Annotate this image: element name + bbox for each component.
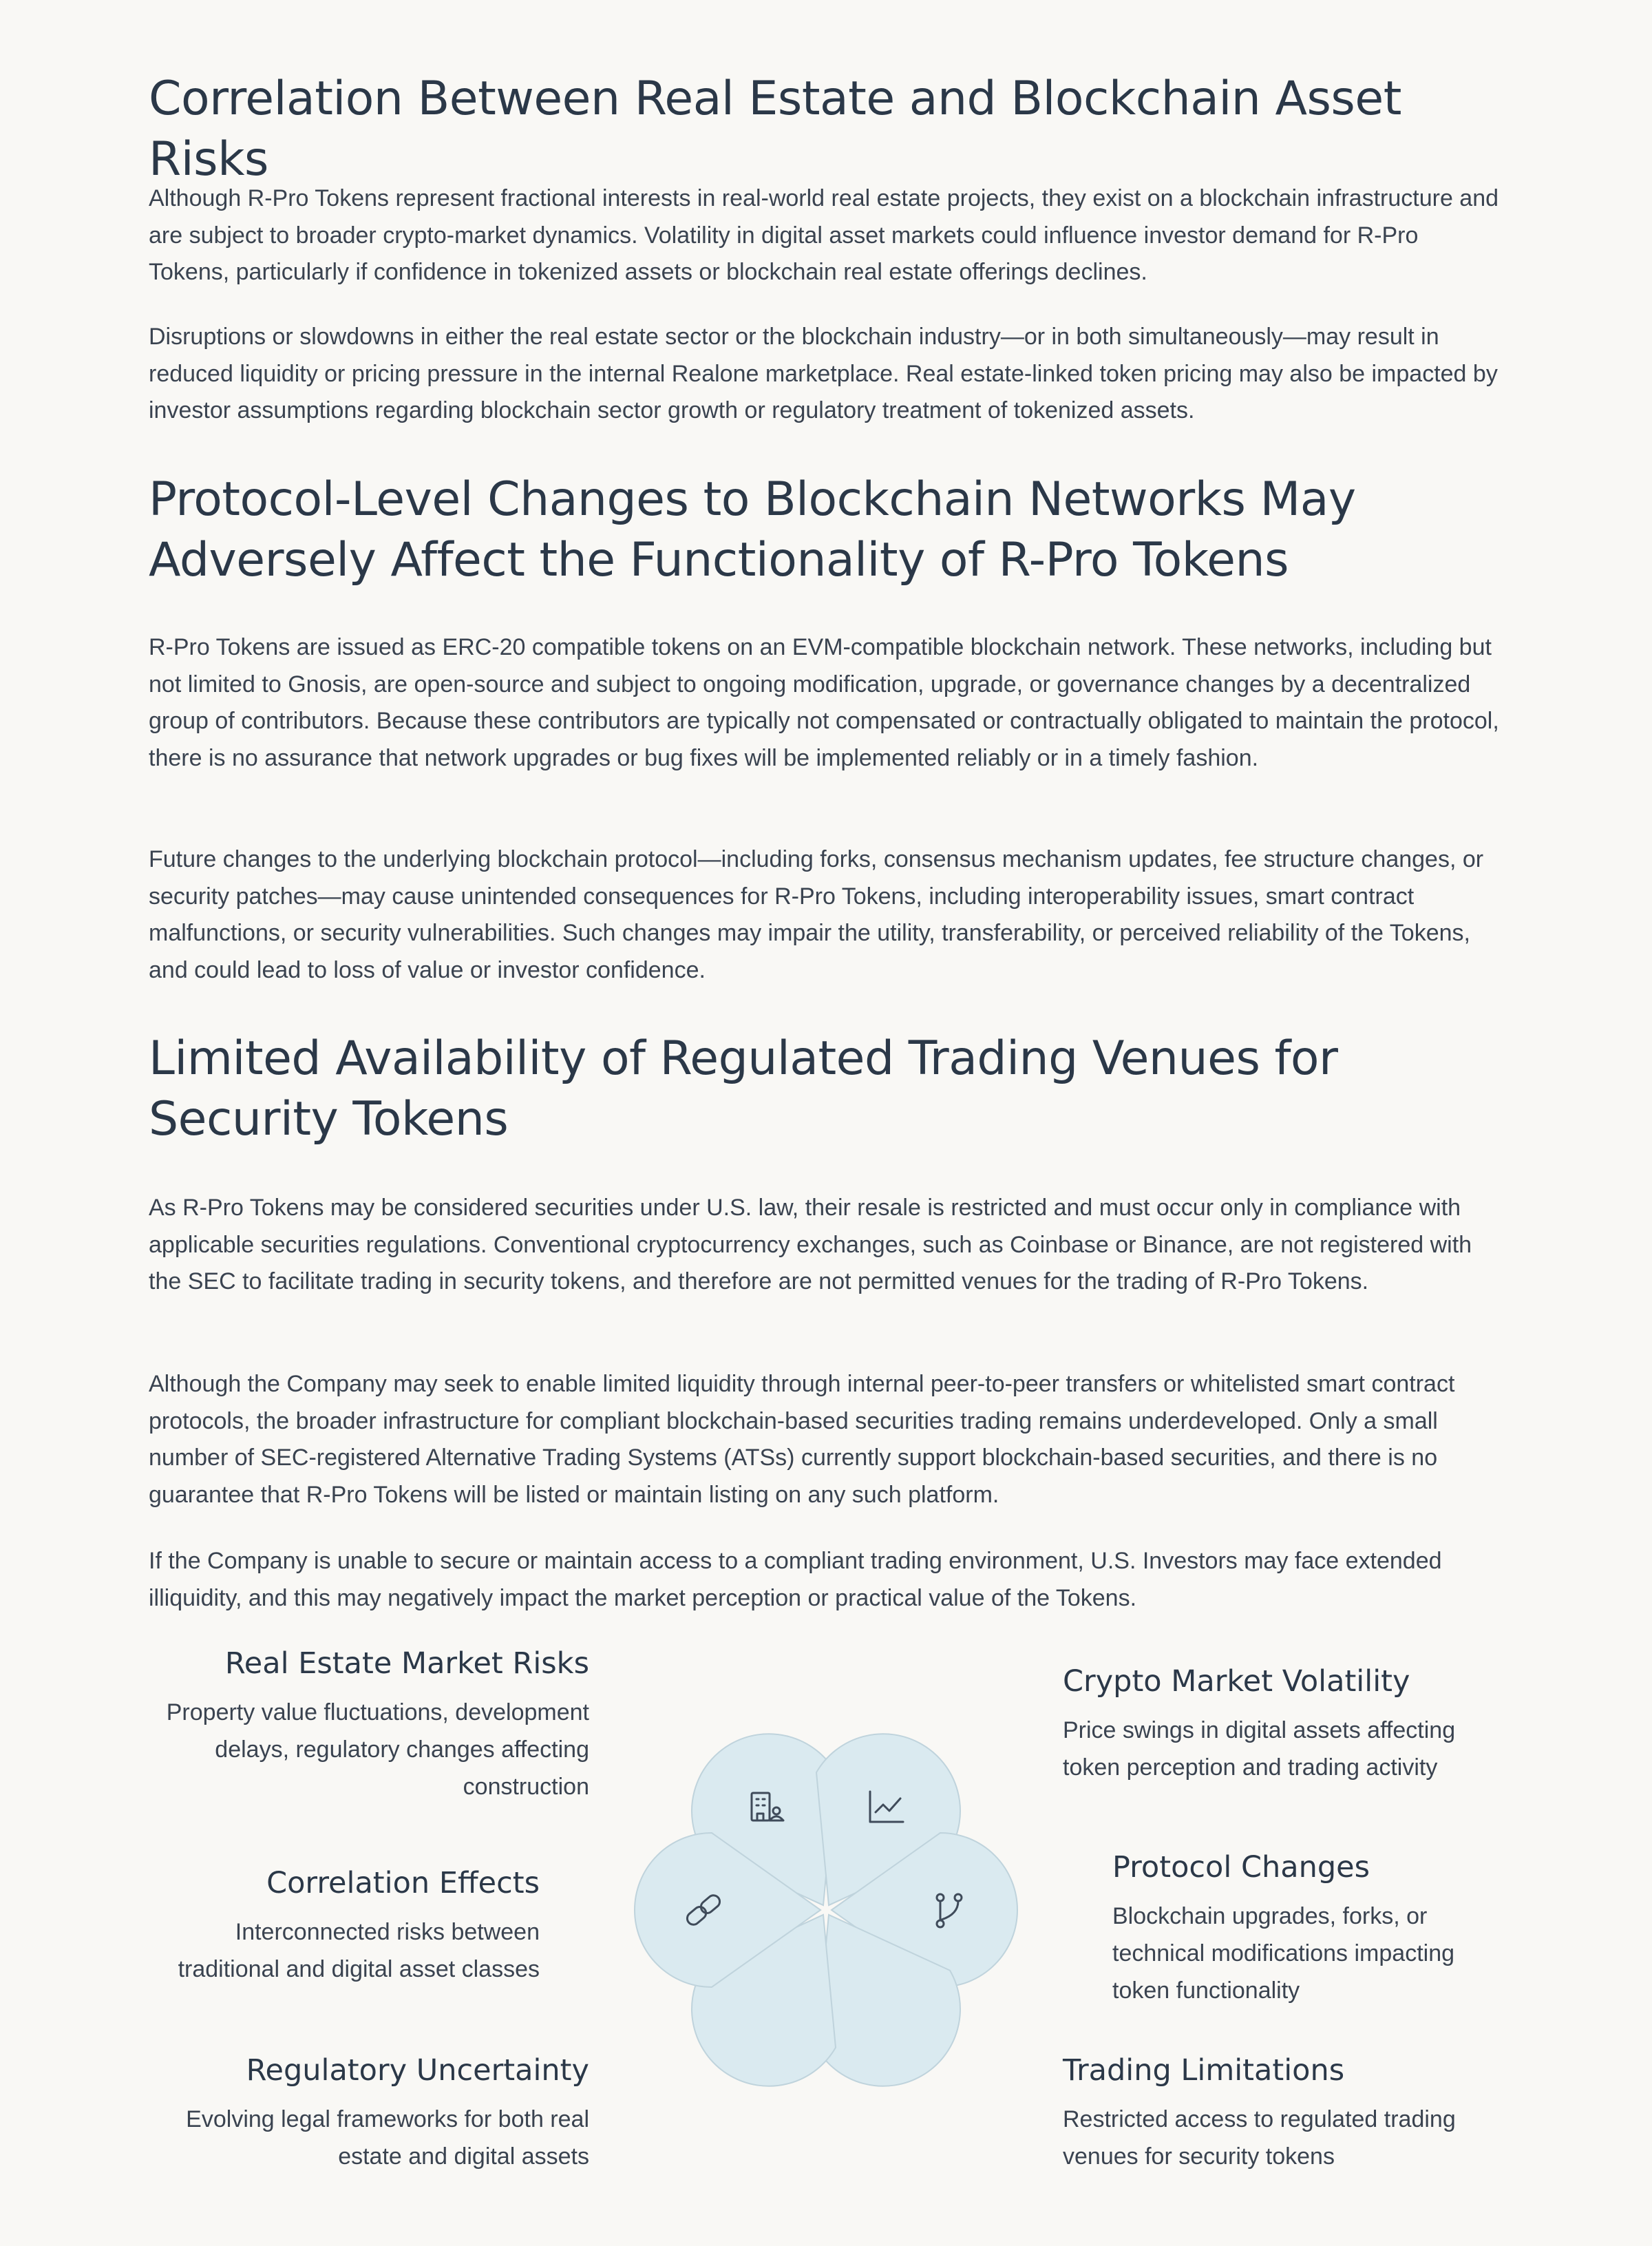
- line-chart-icon: [870, 1792, 903, 1822]
- risk-title: Protocol Changes: [1112, 1850, 1370, 1885]
- risk-title: Correlation Effects: [266, 1866, 540, 1900]
- risk-description: Evolving legal frameworks for both real estate and digital assets: [186, 2106, 589, 2170]
- paragraph: Although R-Pro Tokens represent fractional interests in real-world real estate projects, they exist on a blockchain infrastructure and are subject to broader crypto-market dynamics. Volatility in digital asset markets could influence investor demand for R-Pro Tokens, particularly if confidence in tokenized assets or blockchain real estate offerings declines.: [149, 185, 1499, 285]
- risk-trading-limitations: [1063, 2051, 1503, 2175]
- petal-top-right: [762, 1706, 988, 1944]
- petal-bottom-right: [762, 1876, 988, 2114]
- petal-bottom-left: [664, 1876, 890, 2114]
- risk-description: Property value fluctuations, development delays, regulatory changes affecting construction: [166, 1699, 589, 1800]
- building-icon: [752, 1793, 783, 1820]
- paragraph: Future changes to the underlying blockchain protocol—including forks, consensus mechanism updates, fee structure changes, or security patches—may cause unintended consequences for R-Pro Tokens, including interoperability issues, smart contract malfunctions, or security vulnerabilities. Such changes may impair the utility, transferability, or perceived reliability of the Tokens, and could lead to loss of value or investor confidence.: [149, 846, 1484, 983]
- risk-real-estate-market: [151, 1644, 589, 1805]
- risk-title: Real Estate Market Risks: [224, 1646, 589, 1681]
- risk-description: Interconnected risks between traditional and digital asset classes: [178, 1919, 540, 1982]
- link-icon: [685, 1893, 722, 1927]
- paragraph: If the Company is unable to secure or maintain access to a compliant trading environment, U.S. Investors may face extended illiquidity, and this may negatively impact the market perception or practical value of the Tokens.: [149, 1548, 1442, 1611]
- risk-title: Trading Limitations: [1063, 2053, 1345, 2088]
- petal-right: [832, 1833, 1017, 1987]
- section-heading-correlation: Correlation Between Real Estate and Blockchain Asset Risks: [149, 72, 1401, 187]
- risk-title: Regulatory Uncertainty: [246, 2053, 589, 2088]
- risk-protocol-changes: [1112, 1848, 1512, 2009]
- risk-title: Crypto Market Volatility: [1063, 1664, 1410, 1699]
- risk-description: Blockchain upgrades, forks, or technical modifications impacting token functionality: [1112, 1903, 1455, 2004]
- paragraph: R-Pro Tokens are issued as ERC-20 compatible tokens on an EVM-compatible blockchain network. These networks, including but not limited to Gnosis, are open-source and subject to ongoing modification, upgrade, or governance changes by a decentralized group of contributors. Because these contributors are typically not compensated or contractually obligated to maintain the protocol, there is no assurance that network upgrades or bug fixes will be implemented reliably or in a timely fashion.: [149, 634, 1499, 771]
- risk-correlation-effects: [138, 1864, 540, 1988]
- petal-top-left: [664, 1706, 890, 1944]
- section-heading-protocol-changes: Protocol-Level Changes to Blockchain Networks May Adversely Affect the Functionality of R-Pro Tokens: [149, 472, 1356, 587]
- risk-description: Price swings in digital assets affecting token perception and trading activity: [1063, 1717, 1456, 1781]
- paragraph: As R-Pro Tokens may be considered securities under U.S. law, their resale is restricted and must occur only in compliance with applicable securities regulations. Conventional cryptocurrency exchanges, such as Coinbase or Binance, are not registered with the SEC to facilitate trading in security tokens, and therefore are not permitted venues for the trading of R-Pro Tokens.: [149, 1195, 1472, 1294]
- paragraph: Disruptions or slowdowns in either the real estate sector or the blockchain industry—or in both simultaneously—may result in reduced liquidity or pricing pressure in the internal Realone marketplace. Real estate-linked token pricing may also be impacted by investor assumptions regarding blockchain sector growth or regulatory treatment of tokenized assets.: [149, 324, 1498, 423]
- petal-left: [635, 1833, 820, 1987]
- risk-crypto-volatility: [1063, 1662, 1503, 1786]
- risk-regulatory-uncertainty: [151, 2051, 589, 2175]
- git-branch-icon: [937, 1894, 962, 1927]
- paragraph: Although the Company may seek to enable limited liquidity through internal peer-to-peer transfers or whitelisted smart contract protocols, the broader infrastructure for compliant blockchain-based securities trading remains underdeveloped. Only a small number of SEC-registered Alternative Trading Systems (ATSs) currently support blockchain-based securities, and there is no guarantee that R-Pro Tokens will be listed or maintain listing on any such platform.: [149, 1371, 1455, 1508]
- risk-description: Restricted access to regulated trading venues for security tokens: [1063, 2106, 1456, 2170]
- section-heading-trading-venues: Limited Availability of Regulated Trading Venues for Security Tokens: [149, 1031, 1338, 1146]
